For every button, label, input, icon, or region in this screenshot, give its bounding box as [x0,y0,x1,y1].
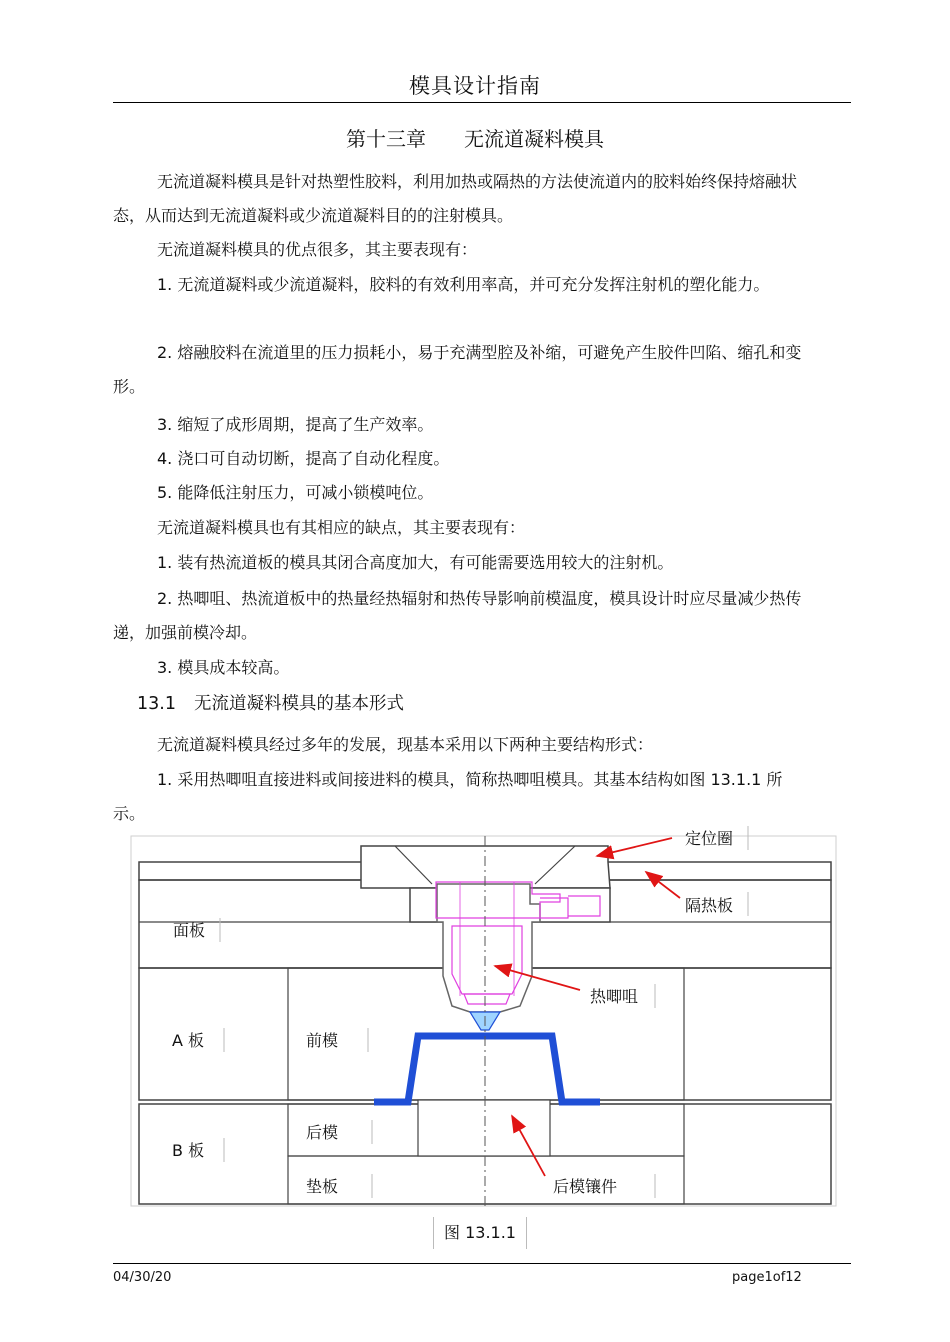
section-paragraph-1: 无流道凝料模具经过多年的发展，现基本采用以下两种主要结构形式： [157,735,654,754]
mold-figure [0,826,950,1216]
label-support-plate: 垫板 [306,1177,339,1196]
mold-diagram [0,826,950,1216]
label-cavity: 前模 [306,1031,339,1050]
advantage-1: 1. 无流道凝料或少流道凝料，胶料的有效利用率高，并可充分发挥注射机的塑化能力。 [157,275,770,294]
section-paragraph-2: 1. 采用热唧咀直接进料或间接进料的模具，简称热唧咀模具。其基本结构如图 13.1.1 所示。 [113,770,783,823]
advantage-4: 4. 浇口可自动切断，提高了自动化程度。 [157,449,450,468]
section-number: 13.1 [137,694,176,714]
label-b-plate: B 板 [172,1141,205,1160]
label-core-insert: 后模镶件 [553,1177,618,1196]
arrow-insulation-plate [646,872,680,898]
label-locating-ring: 定位圈 [685,829,734,848]
label-core: 后模 [306,1123,339,1142]
molded-part-shape [374,1036,600,1102]
label-insulation-plate: 隔热板 [685,896,734,915]
support-plate-shape [288,1156,684,1204]
chapter-heading [0,123,950,152]
section-title: 无流道凝料模具的基本形式 [193,694,404,714]
header-title: 模具设计指南 [409,74,541,98]
disadvantages-intro: 无流道凝料模具也有其相应的缺点，其主要表现有： [157,518,526,537]
disadvantage-2: 2. 热唧咀、热流道板中的热量经热辐射和热传导影响前模温度，模具设计时应尽量减少热传递，加强前模冷却。 [113,589,802,642]
figure-caption: 图 13.1.1 [433,1217,527,1249]
header-rule [113,102,851,103]
intro-paragraph: 无流道凝料模具是针对热塑性胶料，利用加热或隔热的方法使流道内的胶料始终保持熔融状态，从而达到无流道凝料或少流道凝料目的的注射模具。 [113,172,798,225]
chapter-title: 无流道凝料模具 [464,127,604,151]
footer-page-number: page1of12 [732,1270,802,1285]
advantages-intro: 无流道凝料模具的优点很多，其主要表现有： [157,240,478,259]
section-heading [137,690,404,715]
disadvantage-3: 3. 模具成本较高。 [157,658,290,677]
advantage-2: 2. 熔融胶料在流道里的压力损耗小，易于充满型腔及补缩，可避免产生胶件凹陷、缩孔和变形。 [113,343,802,396]
label-a-plate: A 板 [172,1031,205,1050]
footer-rule [113,1263,851,1264]
advantage-3: 3. 缩短了成形周期，提高了生产效率。 [157,415,434,434]
footer-date: 04/30/20 [113,1270,172,1285]
chapter-number: 第十三章 [346,127,426,151]
disadvantage-1: 1. 装有热流道板的模具其闭合高度加大，有可能需要选用较大的注射机。 [157,553,674,572]
advantage-5: 5. 能降低注射压力，可减小锁模吨位。 [157,483,434,502]
label-top-plate: 面板 [173,921,206,940]
label-hot-sprue: 热唧咀 [590,987,639,1006]
